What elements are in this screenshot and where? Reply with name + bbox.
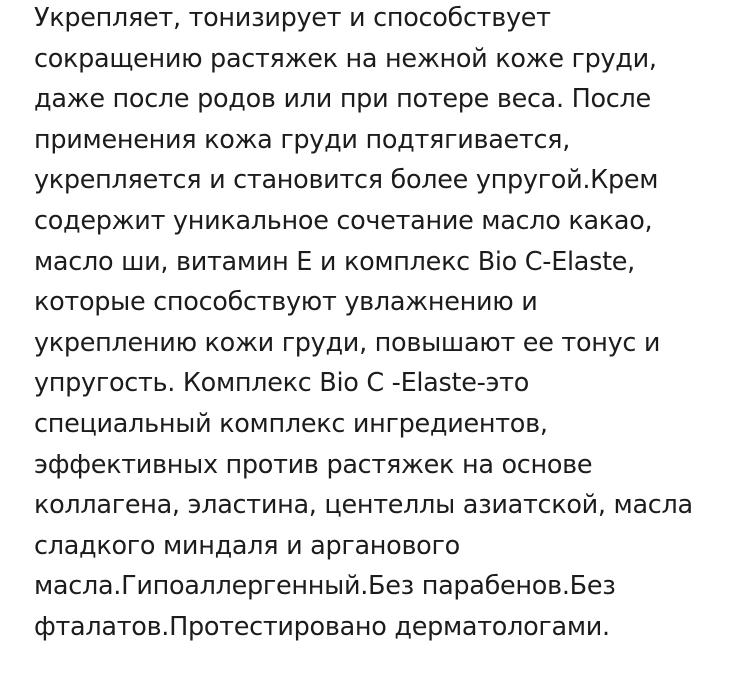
description-line: упругость. Комплекс Bio C -Elaste-это <box>34 368 530 399</box>
description-line: применения кожа груди подтягивается, <box>34 124 571 155</box>
description-line: коллагена, эластина, центеллы азиатской, масла <box>34 490 693 521</box>
product-description <box>34 0 734 648</box>
description-line: Укрепляет, тонизирует и способствует <box>34 3 551 33</box>
description-line: укреплению кожи груди, повышают ее тонус и <box>34 327 661 358</box>
description-line: сокращению растяжек на нежной коже груди, <box>34 43 657 74</box>
description-line: которые способствуют увлажнению и <box>34 287 538 318</box>
description-line: масло ши, витамин Е и комплекс Bio C-Elaste, <box>34 246 635 277</box>
description-line: эффективных против растяжек на основе <box>34 449 593 480</box>
description-line: укрепляется и становится более упругой.Крем <box>34 165 659 196</box>
description-line: содержит уникальное сочетание масло какао, <box>34 205 653 236</box>
description-line: сладкого миндаля и арганового <box>34 530 460 561</box>
description-line: даже после родов или при потере веса. После <box>34 84 651 115</box>
description-line: фталатов.Протестировано дерматологами. <box>34 611 610 642</box>
description-line: специальный комплекс ингредиентов, <box>34 408 548 439</box>
description-line: масла.Гипоаллергенный.Без парабенов.Без <box>34 571 616 602</box>
